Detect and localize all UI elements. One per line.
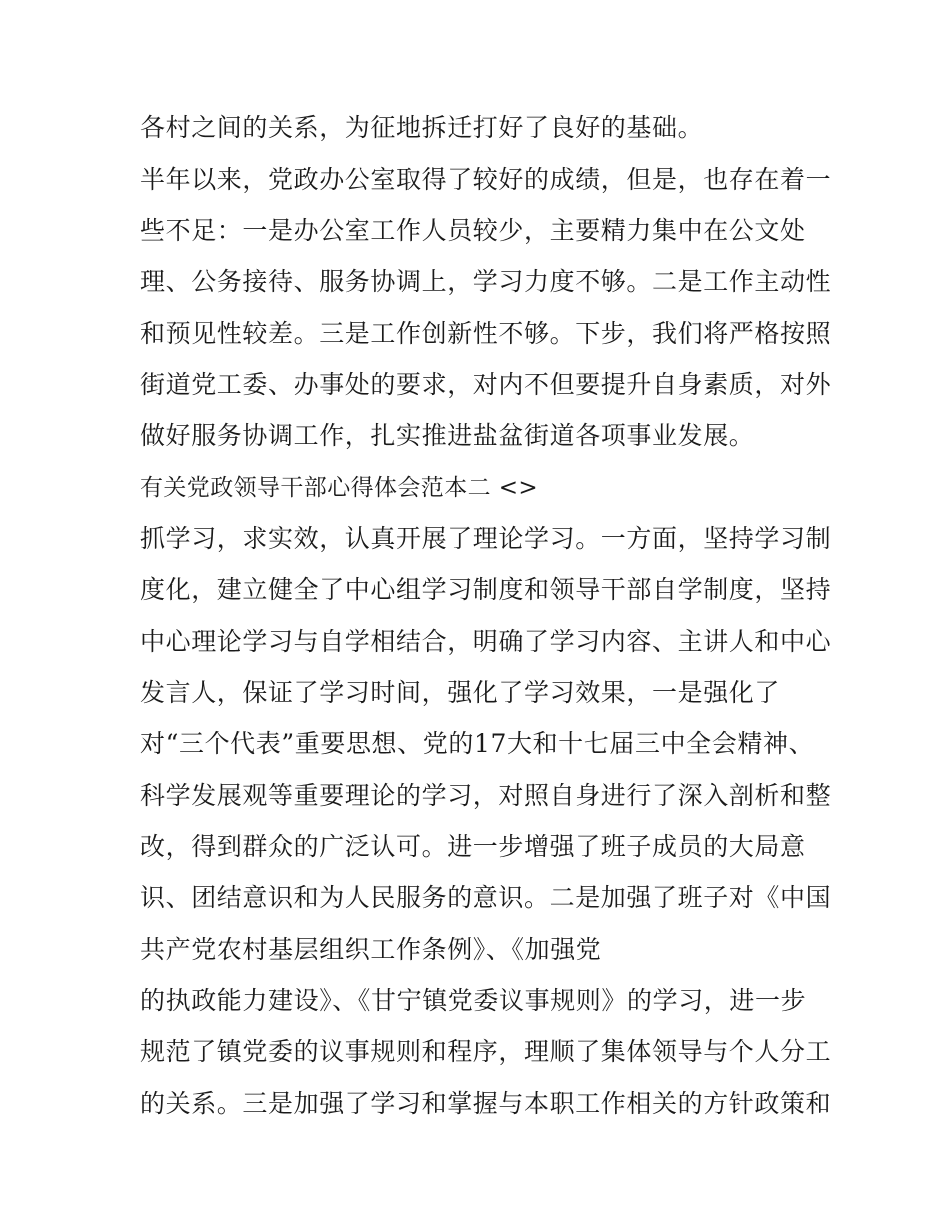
text-line: 的关系。三是加强了学习和掌握与本职工作相关的方针政策和	[140, 1089, 832, 1118]
text-line: 街道党工委、办事处的要求，对内不但要提升自身素质，对外	[140, 370, 832, 399]
text-line: 些不足：一是办公室工作人员较少，主要精力集中在公文处	[140, 216, 806, 245]
text-line: 共产党农村基层组织工作条例》、《加强党	[140, 935, 602, 964]
text-line: 半年以来，党政办公室取得了较好的成绩，但是，也存在着一	[140, 165, 832, 194]
text-line: 的执政能力建设》、《甘宁镇党委议事规则》的学习，进一步	[140, 986, 807, 1015]
text-line: 对“三个代表”重要思想、党的17大和十七届三中全会精神、	[140, 729, 815, 758]
text-line: 度化，建立健全了中心组学习制度和领导干部自学制度，坚持	[140, 575, 832, 604]
section-heading: 有关党政领导干部心得体会范本二 <>	[140, 475, 539, 501]
text-line: 做好服务协调工作，扎实推进盐盆街道各项事业发展。	[140, 421, 755, 450]
text-line: 和预见性较差。三是工作创新性不够。下步，我们将严格按照	[140, 319, 832, 348]
text-line: 各村之间的关系，为征地拆迁打好了良好的基础。	[140, 113, 704, 142]
text-line: 科学发展观等重要理论的学习，对照自身进行了深入剖析和整	[140, 781, 832, 810]
text-line: 发言人，保证了学习时间，强化了学习效果，一是强化了	[140, 678, 781, 707]
text-line: 识、团结意识和为人民服务的意识。二是加强了班子对《中国	[140, 883, 832, 912]
text-line: 中心理论学习与自学相结合，明确了学习内容、主讲人和中心	[140, 627, 832, 656]
text-line: 抓学习，求实效，认真开展了理论学习。一方面，坚持学习制	[140, 524, 832, 553]
text-line: 理、公务接待、服务协调上，学习力度不够。二是工作主动性	[140, 267, 832, 296]
text-line: 规范了镇党委的议事规则和程序，理顺了集体领导与个人分工	[140, 1037, 832, 1066]
text-line: 改，得到群众的广泛认可。进一步增强了班子成员的大局意	[140, 832, 806, 861]
